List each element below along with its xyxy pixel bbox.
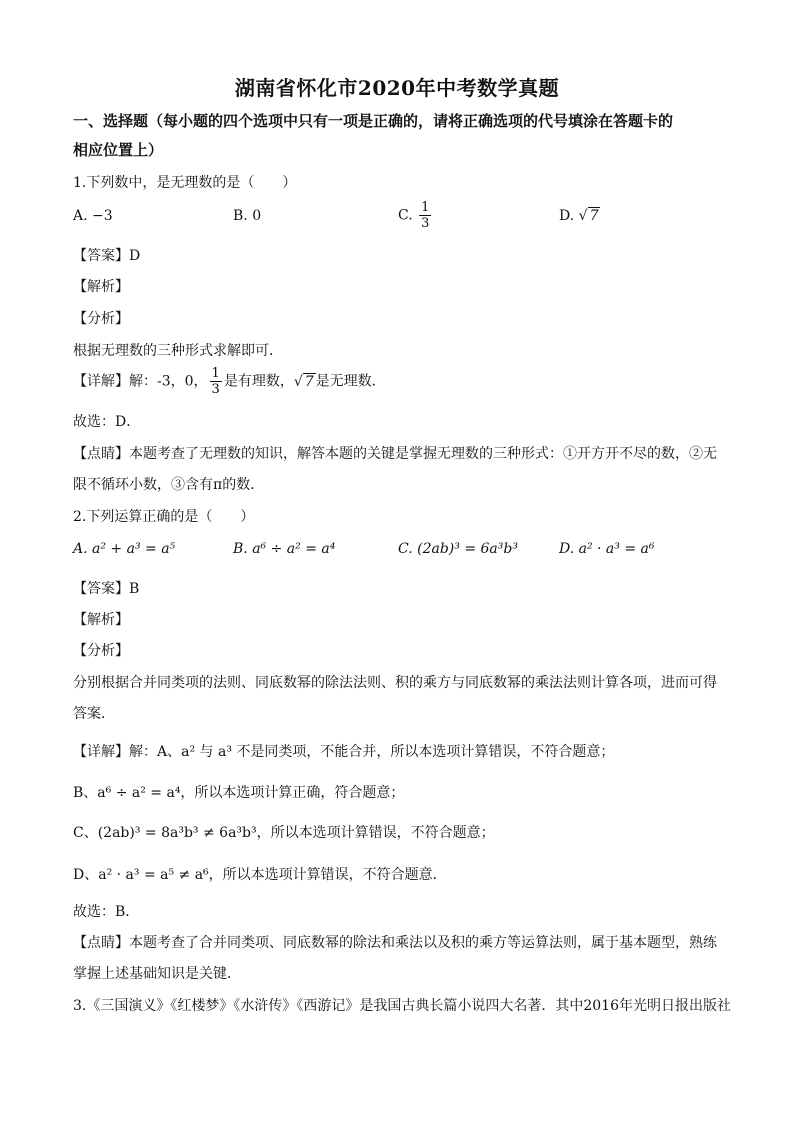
q1-detail-fraction xyxy=(210,366,222,397)
q1-option-d-label: D. xyxy=(559,208,575,224)
q2-fenxi-line2: 答案． xyxy=(73,706,115,722)
q1-detail-sqrt: √ 7 xyxy=(293,373,314,390)
q1-detail xyxy=(73,366,723,397)
q1-option-d-sqrt: √ 7 xyxy=(578,208,599,224)
q2-answer: 【答案】B xyxy=(73,581,140,597)
q1-option-c-numerator: 1 xyxy=(421,200,430,215)
q1-option-a: A. −3 xyxy=(73,208,113,224)
q1-fenxi-label: 【分析】 xyxy=(73,311,129,327)
q3-stem: 3.《三国演义》《红楼梦》《水浒传》《西游记》是我国古典长篇小说四大名著．其中2016年光明日报出版社 xyxy=(73,998,731,1014)
q1-option-d-radicand: 7 xyxy=(589,208,599,224)
q2-fenxi-line1: 分别根据合并同类项的法则、同底数幂的除法法则、积的乘方与同底数幂的乘法法则计算各项，进而可得 xyxy=(73,675,717,691)
q1-stem: 1.下列数中，是无理数的是（ ） xyxy=(73,175,297,191)
section-heading-line1: 一、选择题（每小题的四个选项中只有一项是正确的，请将正确选项的代号填涂在答题卡的 xyxy=(73,112,674,130)
q1-detail-prefix: 【详解】解：-3，0， xyxy=(73,373,208,390)
q2-comment-line1: 【点睛】本题考查了合并同类项、同底数幂的除法和乘法以及积的乘方等运算法则，属于基本题型，熟练 xyxy=(73,935,717,951)
q1-option-d xyxy=(559,208,600,224)
q2-option-d: D. a² · a³ = a⁶ xyxy=(559,541,655,557)
q1-detail-numerator: 1 xyxy=(211,366,220,381)
q2-stem: 2.下列运算正确的是（ ） xyxy=(73,509,255,525)
q1-choice: 故选：D． xyxy=(73,414,141,430)
q1-comment-line1: 【点睛】本题考查了无理数的知识，解答本题的关键是掌握无理数的三种形式：①开方开不尽的数，②无 xyxy=(73,446,717,462)
page-title: 湖南省怀化市2020年中考数学真题 xyxy=(234,76,560,100)
q1-detail-mid: 是有理数， xyxy=(223,373,294,390)
q2-detail-c: C、(2ab)³ = 8a³b³ ≠ 6a³b³，所以本选项计算错误，不符合题意； xyxy=(73,825,495,841)
q2-option-c: C. (2ab)³ = 6a³b³ xyxy=(398,541,518,557)
q1-option-c-label: C. xyxy=(398,207,413,224)
q1-option-c xyxy=(398,200,433,231)
section-heading-line2: 相应位置上） xyxy=(73,141,164,159)
q1-comment-line2: 限不循环小数，③含有π的数． xyxy=(73,477,265,493)
q2-detail-d: D、a² · a³ = a⁵ ≠ a⁶，所以本选项计算错误，不符合题意． xyxy=(73,867,447,883)
q2-comment-line2: 掌握上述基础知识是关键． xyxy=(73,966,241,982)
q1-fenxi-text: 根据无理数的三种形式求解即可． xyxy=(73,343,283,359)
q1-answer: 【答案】D xyxy=(73,248,141,264)
q1-detail-radicand: 7 xyxy=(304,373,314,390)
q2-analysis-label: 【解析】 xyxy=(73,612,129,628)
q2-options xyxy=(73,541,723,565)
q2-choice: 故选：B． xyxy=(73,904,140,920)
q1-options xyxy=(73,200,723,238)
q2-detail-b: B、a⁶ ÷ a² = a⁴，所以本选项计算正确，符合题意； xyxy=(73,785,405,801)
q1-analysis-label: 【解析】 xyxy=(73,279,129,295)
q2-option-a: A. a² + a³ = a⁵ xyxy=(73,541,176,557)
q1-detail-end: 是无理数． xyxy=(315,373,386,390)
q2-fenxi-label: 【分析】 xyxy=(73,643,129,659)
q1-detail-denominator: 3 xyxy=(211,382,220,397)
q1-option-c-denominator: 3 xyxy=(421,216,430,231)
q1-option-c-fraction xyxy=(419,200,431,231)
q1-option-b: B. 0 xyxy=(233,208,262,224)
q2-detail-a: 【详解】解：A、a² 与 a³ 不是同类项，不能合并，所以本选项计算错误，不符合题意； xyxy=(73,744,615,760)
q2-option-b: B. a⁶ ÷ a² = a⁴ xyxy=(233,541,336,557)
